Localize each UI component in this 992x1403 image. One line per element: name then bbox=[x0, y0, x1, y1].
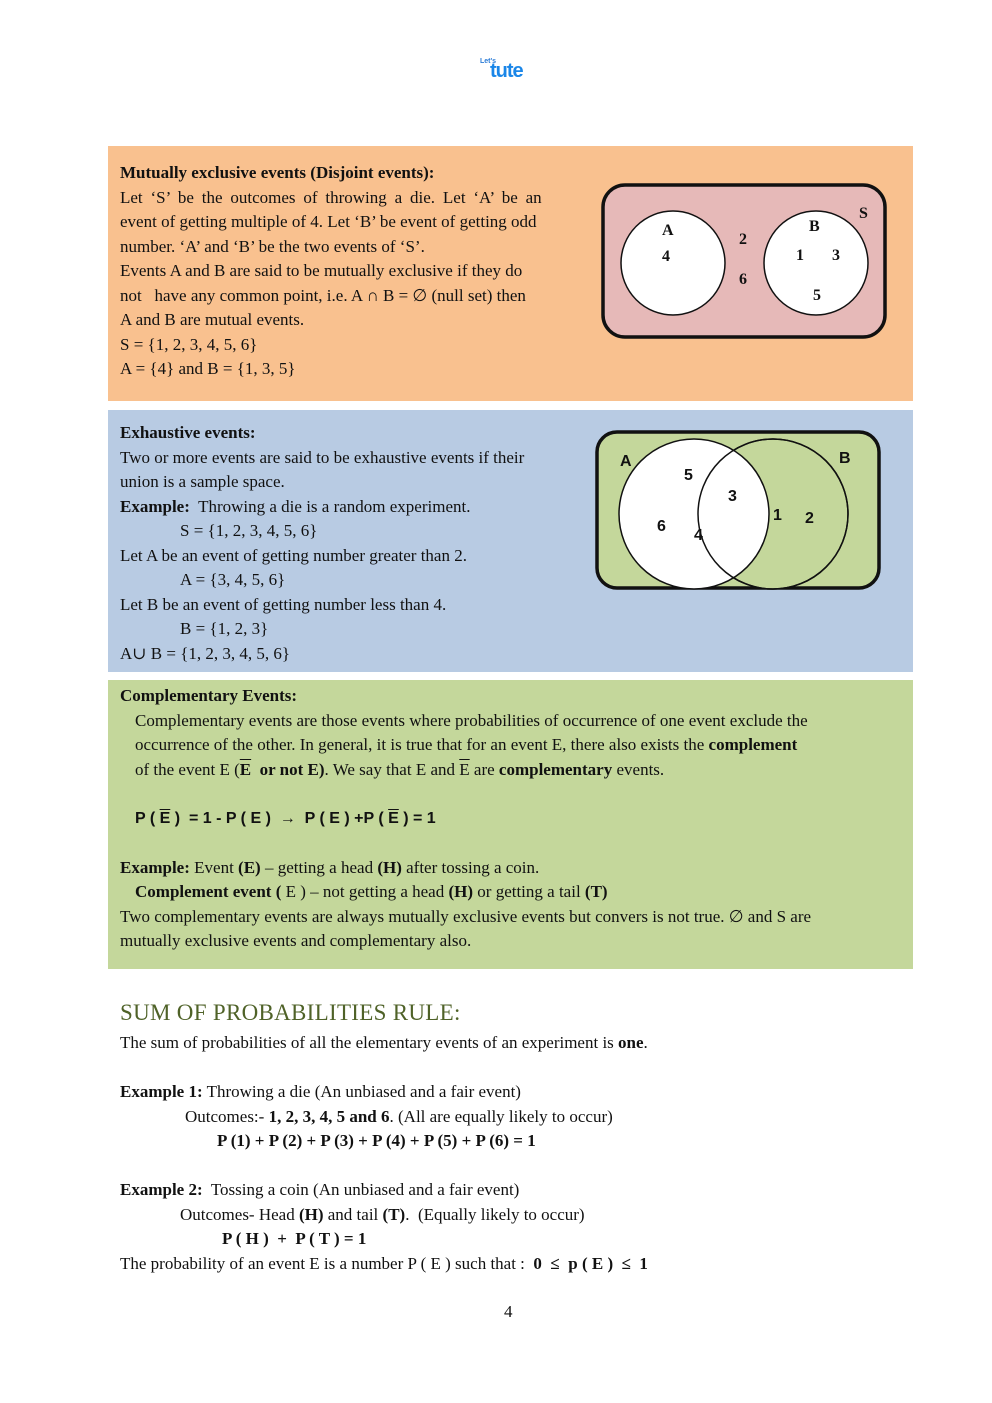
example1-outcomes-note: . (All are equally likely to occur) bbox=[389, 1106, 613, 1126]
probability-range-text: The probability of an event E is a number P ( E ) such that : bbox=[120, 1253, 530, 1273]
complement-text: E ) bbox=[281, 882, 306, 901]
venn2-b-item: 1 bbox=[773, 507, 782, 524]
complementary-line3-d: . We say that E and bbox=[324, 759, 460, 779]
disjoint-venn-diagram bbox=[601, 183, 887, 339]
complementary-panel bbox=[108, 680, 913, 969]
venn2-a-item: 5 bbox=[684, 467, 693, 484]
complement-formula bbox=[120, 807, 902, 832]
mutually-exclusive-title: Mutually exclusive events (Disjoint events): bbox=[120, 163, 435, 182]
complementary-line1: Complementary events are those events where probabilities of occurrence of one event exclude the bbox=[135, 710, 808, 730]
example1-text: Throwing a die (An unbiased and a fair event) bbox=[202, 1082, 521, 1101]
exhaustive-line2: union is a sample space. bbox=[120, 472, 285, 491]
example2-outcomes-note: . (Equally likely to occur) bbox=[405, 1204, 585, 1224]
example-h: (H) bbox=[377, 857, 402, 877]
me-para2-line2: not have any common point, i.e. A ∩ B = ∅ (null set) then bbox=[120, 285, 526, 305]
me-para1-line3: number. ‘A’ and ‘B’ be the two events of ‘S’. bbox=[120, 236, 425, 256]
formula-part: ) = 1 - P ( E ) → P ( E ) +P ( bbox=[170, 809, 389, 827]
formula-part: P ( bbox=[135, 809, 160, 827]
example1-formula: P (1) + P (2) + P (3) + P (4) + P (5) + P (6) = 1 bbox=[217, 1131, 536, 1150]
example1-outcomes-label: Outcomes:- bbox=[185, 1106, 269, 1126]
complement-text: – not getting a head bbox=[305, 882, 449, 901]
sum-intro-period: . bbox=[643, 1033, 648, 1052]
venn1-outside-item: 6 bbox=[739, 271, 747, 288]
venn1-label-b: B bbox=[809, 218, 820, 235]
e-bar: $\overline{E}$ bbox=[459, 759, 470, 779]
exhaustive-line-b: Let B be an event of getting number less than 4. bbox=[120, 594, 447, 614]
exhaustive-venn-diagram bbox=[595, 430, 881, 592]
venn2-both-item: 3 bbox=[728, 488, 737, 505]
exhaustive-set-a: A = {3, 4, 5, 6} bbox=[180, 570, 286, 589]
venn2-label-a: A bbox=[620, 453, 632, 470]
complementary-line3-h: events. bbox=[612, 759, 665, 779]
sum-intro-one: one bbox=[618, 1033, 644, 1052]
example-e: (E) bbox=[238, 857, 261, 877]
sum-intro-text: The sum of probabilities of all the elementary events of an experiment is bbox=[120, 1033, 619, 1052]
complementary-line2: occurrence of the other. In general, it is true that for an event E, there also exists the bbox=[135, 735, 709, 754]
exhaustive-example-label: Example: bbox=[120, 496, 190, 516]
me-para1-line1: Let ‘S’ be the outcomes of throwing a die. Let ‘A’ be an bbox=[120, 187, 542, 207]
example-text: – getting a head bbox=[260, 857, 378, 877]
sum-rule-section bbox=[120, 1031, 648, 1276]
complement-word: complement bbox=[708, 735, 798, 754]
formula-part: ) = 1 bbox=[398, 809, 436, 827]
complementary-last-line1: Two complementary events are always mutually exclusive events but convers is not true. ∅ and S are bbox=[120, 906, 812, 926]
complementary-line3-f: are bbox=[469, 759, 499, 779]
example2-formula: P ( H ) + P ( T ) = 1 bbox=[222, 1229, 367, 1248]
e-bar: $\overline{E}$ bbox=[239, 759, 252, 779]
complementary-title: Complementary Events: bbox=[120, 686, 298, 705]
venn2-label-b: B bbox=[839, 450, 851, 467]
exhaustive-line1: Two or more events are said to be exhaustive events if their bbox=[120, 447, 525, 467]
sum-rule-heading: SUM OF PROBABILITIES RULE: bbox=[120, 1000, 461, 1025]
venn2-circle-a bbox=[619, 439, 769, 589]
complementary-line3-a: of the event E ( bbox=[135, 759, 240, 779]
example2-t: (T) bbox=[382, 1204, 406, 1224]
me-para2-line1: Events A and B are said to be mutually exclusive if they do bbox=[120, 261, 523, 280]
example2-label: Example 2: bbox=[120, 1180, 203, 1199]
exhaustive-union: A∪ B = {1, 2, 3, 4, 5, 6} bbox=[120, 643, 291, 663]
probability-range: 0 ≤ p ( E ) ≤ 1 bbox=[529, 1253, 648, 1273]
logo bbox=[480, 58, 540, 84]
venn1-a-item: 4 bbox=[662, 248, 670, 265]
complementary-example-label: Example: bbox=[120, 857, 190, 877]
complement-t: (T) bbox=[584, 882, 608, 901]
logo-big-text: tute bbox=[490, 60, 523, 82]
complementary-last-line2: mutually exclusive events and complementary also. bbox=[120, 931, 472, 950]
example2-outcomes: and tail bbox=[323, 1204, 383, 1224]
me-para1-line2: event of getting multiple of 4. Let ‘B’ be event of getting odd bbox=[120, 212, 537, 231]
me-set-ab: A = {4} and B = {1, 3, 5} bbox=[120, 359, 296, 378]
example1-label: Example 1: bbox=[120, 1082, 203, 1101]
venn2-a-item: 4 bbox=[694, 527, 703, 544]
formula-e-bar: $\overline{E}$ bbox=[388, 809, 399, 827]
exhaustive-title: Exhaustive events: bbox=[120, 423, 256, 442]
venn2-b-item: 2 bbox=[805, 510, 814, 527]
venn1-outside-item: 2 bbox=[739, 231, 747, 248]
exhaustive-set-s: S = {1, 2, 3, 4, 5, 6} bbox=[180, 521, 318, 540]
venn1-label-s: S bbox=[859, 205, 868, 222]
venn1-b-item: 5 bbox=[813, 287, 821, 304]
or-not-e: or not E) bbox=[251, 759, 325, 779]
me-para2-line3: A and B are mutual events. bbox=[120, 310, 305, 329]
complement-event-label: Complement event ( bbox=[135, 882, 282, 901]
exhaustive-text bbox=[120, 421, 524, 666]
logo-small-text: Let's bbox=[480, 58, 497, 65]
exhaustive-example-text: Throwing a die is a random experiment. bbox=[189, 496, 471, 516]
venn2-a-item: 6 bbox=[657, 518, 666, 535]
complement-text: or getting a tail bbox=[473, 882, 585, 901]
complementary-text bbox=[120, 684, 902, 954]
example-text: after tossing a coin. bbox=[401, 857, 540, 877]
page-number: 4 bbox=[504, 1302, 513, 1321]
complement-h: (H) bbox=[448, 882, 474, 901]
example2-text: Tossing a coin (An unbiased and a fair event) bbox=[202, 1180, 520, 1199]
exhaustive-line-a: Let A be an event of getting number greater than 2. bbox=[120, 545, 467, 565]
me-set-s: S = {1, 2, 3, 4, 5, 6} bbox=[120, 334, 258, 354]
example1-outcomes: 1, 2, 3, 4, 5 and 6 bbox=[268, 1106, 390, 1126]
venn1-label-a: A bbox=[662, 222, 674, 239]
example-text: Event bbox=[189, 857, 239, 877]
venn1-b-item: 1 bbox=[796, 247, 804, 264]
venn1-b-item: 3 bbox=[832, 247, 840, 264]
complementary-word: complementary bbox=[498, 759, 613, 779]
exhaustive-set-b: B = {1, 2, 3} bbox=[180, 619, 269, 638]
formula-e-bar: $\overline{E}$ bbox=[159, 809, 171, 827]
mutually-exclusive-text bbox=[120, 161, 587, 382]
example2-h: (H) bbox=[298, 1204, 324, 1224]
example2-outcomes: Outcomes- Head bbox=[180, 1204, 299, 1224]
